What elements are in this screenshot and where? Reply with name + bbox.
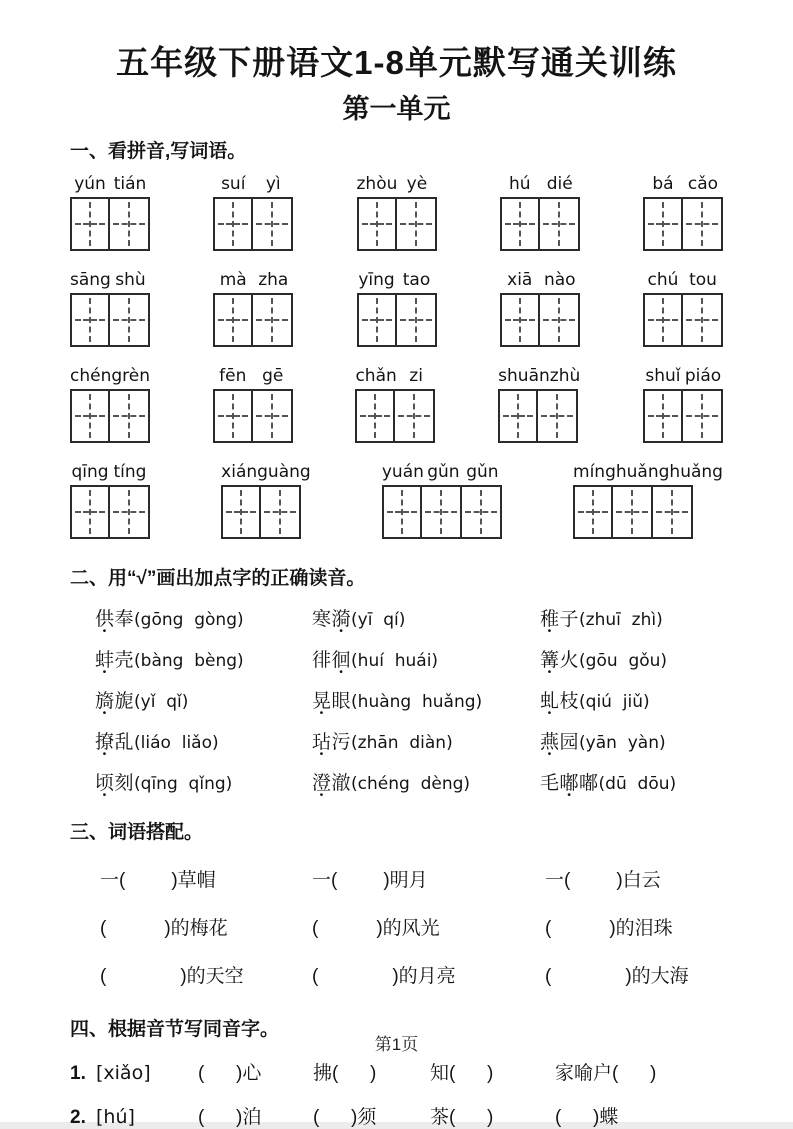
pinyin-syllable: tián bbox=[113, 173, 147, 194]
writing-cell bbox=[573, 485, 613, 539]
pinyin-syllable: nào bbox=[543, 269, 576, 290]
matching-item: ( )的梅花 bbox=[100, 917, 228, 939]
pinyin-syllable: zhù bbox=[549, 365, 581, 386]
pinyin-syllable: zi bbox=[409, 365, 423, 386]
pinyin-syllable: gǔn bbox=[466, 461, 499, 482]
writing-cell bbox=[110, 197, 150, 251]
homophone-blank: ( )须 bbox=[313, 1106, 377, 1128]
pinyin-syllable: shuān bbox=[498, 365, 550, 386]
pinyin-options: (qīng qǐng) bbox=[134, 773, 233, 794]
writing-cell bbox=[110, 389, 150, 443]
pinyin-syllable: yuán bbox=[381, 461, 424, 482]
dotted-char: 旖 bbox=[95, 690, 115, 712]
writing-cell bbox=[357, 197, 397, 251]
pinyin-options: (huàng huǎng) bbox=[351, 691, 483, 712]
pinyin-options: (yī qí) bbox=[351, 609, 406, 630]
word-text: 稚子 bbox=[540, 608, 580, 630]
dotted-char: 徊 bbox=[331, 649, 352, 671]
pinyin-options: (huí huái) bbox=[351, 650, 439, 671]
pinyin-options: (chéng dèng) bbox=[351, 773, 471, 794]
word-text: 顷刻 bbox=[95, 772, 135, 794]
matching-item: 一( )明月 bbox=[312, 869, 428, 891]
pinyin-syllable: yīng bbox=[358, 269, 395, 290]
writing-cell bbox=[253, 197, 293, 251]
word-text: 旖旎 bbox=[95, 690, 135, 712]
pinyin-options: (yǐ qǐ) bbox=[134, 691, 189, 712]
pinyin-syllable: suí bbox=[221, 173, 246, 194]
word-matching-exercise bbox=[100, 844, 723, 988]
word-text: 澄澈 bbox=[312, 772, 352, 794]
word-text: 篝火 bbox=[540, 649, 580, 671]
pinyin-options: (zhān diàn) bbox=[351, 732, 453, 753]
dotted-char: 漪 bbox=[331, 608, 352, 630]
pinyin-syllable: piáo bbox=[684, 365, 722, 386]
homophone-blank: 茶( ) bbox=[430, 1106, 494, 1128]
homophone-row bbox=[70, 1102, 723, 1129]
pinyin-word-group bbox=[70, 462, 150, 539]
pinyin-syllable: gē bbox=[262, 365, 284, 386]
pronunciation-item bbox=[95, 686, 312, 713]
pinyin-syllable: yè bbox=[406, 173, 428, 194]
pinyin-syllable: shù bbox=[115, 269, 146, 290]
pinyin-syllable: chǎn bbox=[355, 365, 397, 386]
pinyin-word-group bbox=[70, 174, 150, 251]
pinyin-options: (qiú jiǔ) bbox=[579, 691, 650, 712]
matching-item: 一( )草帽 bbox=[100, 869, 216, 891]
pinyin-word-group bbox=[70, 270, 150, 347]
writing-cell bbox=[462, 485, 502, 539]
writing-cell bbox=[261, 485, 301, 539]
word-text: 徘徊 bbox=[312, 649, 352, 671]
pronunciation-item bbox=[312, 727, 540, 754]
pinyin-syllable: qīng bbox=[71, 461, 109, 482]
matching-item: ( )的天空 bbox=[100, 965, 244, 987]
pinyin-syllable: yì bbox=[265, 173, 281, 194]
writing-cell bbox=[382, 485, 422, 539]
dotted-char: 虬 bbox=[540, 690, 560, 712]
writing-cell bbox=[613, 485, 653, 539]
pinyin-options: (yān yàn) bbox=[579, 732, 666, 753]
pinyin-options: (liáo liǎo) bbox=[134, 732, 219, 753]
pinyin-grid-row-1 bbox=[70, 174, 723, 251]
word-text: 蚌壳 bbox=[95, 649, 135, 671]
pronunciation-item bbox=[95, 604, 312, 631]
homophone-blank: 家喻户( ) bbox=[555, 1062, 657, 1084]
word-text: 燕园 bbox=[540, 731, 580, 753]
syllable-label: [xiǎo] bbox=[96, 1061, 151, 1084]
dotted-char: 澄 bbox=[312, 772, 332, 794]
writing-cell bbox=[110, 485, 150, 539]
pronunciation-item bbox=[540, 645, 723, 672]
pinyin-syllable: yún bbox=[74, 173, 106, 194]
pinyin-options: (dū dōu) bbox=[598, 773, 677, 794]
writing-cell bbox=[643, 197, 683, 251]
writing-cell bbox=[213, 197, 253, 251]
word-text: 供奉 bbox=[95, 608, 135, 630]
writing-cell bbox=[357, 293, 397, 347]
pinyin-syllable: tíng bbox=[113, 461, 147, 482]
pinyin-syllable: xiā bbox=[507, 269, 533, 290]
page-title: 五年级下册语文1-8单元默写通关训练 bbox=[116, 44, 677, 81]
unit-subtitle: 第一单元 bbox=[342, 93, 451, 124]
pinyin-word-group bbox=[500, 270, 580, 347]
section4-heading: 四、根据音节写同音字。 bbox=[70, 1018, 280, 1040]
pronunciation-item bbox=[540, 686, 723, 713]
dotted-char: 嘟 bbox=[559, 772, 580, 794]
homophone-blank: 拂( ) bbox=[313, 1062, 377, 1084]
pronunciation-item bbox=[312, 645, 540, 672]
pinyin-word-group bbox=[213, 174, 293, 251]
dotted-char: 燕 bbox=[540, 731, 560, 753]
pinyin-word-group bbox=[357, 174, 437, 251]
homophone-blank: ( )泊 bbox=[198, 1106, 262, 1128]
writing-cell bbox=[643, 293, 683, 347]
homophone-blank: 知( ) bbox=[430, 1062, 494, 1084]
writing-cell bbox=[253, 293, 293, 347]
writing-cell bbox=[643, 389, 683, 443]
writing-cell bbox=[355, 389, 395, 443]
dotted-char: 篝 bbox=[540, 649, 560, 671]
pinyin-options: (bàng bèng) bbox=[134, 650, 244, 671]
dotted-char: 晃 bbox=[312, 690, 332, 712]
word-text: 虬枝 bbox=[540, 690, 580, 712]
pinyin-word-group bbox=[643, 270, 723, 347]
pinyin-syllable: sāng bbox=[70, 269, 111, 290]
pronunciation-item bbox=[95, 727, 312, 754]
pinyin-syllable: rèn bbox=[122, 365, 151, 386]
matching-item: ( )的月亮 bbox=[312, 965, 456, 987]
pinyin-options: (gōng gòng) bbox=[134, 609, 244, 630]
writing-cell bbox=[653, 485, 693, 539]
pinyin-syllable: mà bbox=[219, 269, 247, 290]
pinyin-word-group bbox=[221, 462, 311, 539]
item-number: 2. bbox=[70, 1106, 86, 1128]
pinyin-syllable: huǎng bbox=[669, 461, 723, 482]
pronunciation-item bbox=[312, 686, 540, 713]
pinyin-syllable: guàng bbox=[257, 461, 311, 482]
pinyin-syllable: xián bbox=[221, 461, 258, 482]
pronunciation-item bbox=[540, 604, 723, 631]
pinyin-syllable: gǔn bbox=[427, 461, 460, 482]
dotted-char: 供 bbox=[95, 608, 115, 630]
pinyin-syllable: cǎo bbox=[687, 173, 719, 194]
pinyin-word-group bbox=[382, 462, 502, 539]
section1-heading: 一、看拼音,写词语。 bbox=[70, 140, 247, 162]
dotted-char: 稚 bbox=[540, 608, 560, 630]
pinyin-syllable: shuǐ bbox=[645, 365, 681, 386]
pinyin-syllable: zha bbox=[258, 269, 289, 290]
pinyin-grid-row-4 bbox=[70, 462, 723, 539]
writing-cell bbox=[422, 485, 462, 539]
dotted-char: 蚌 bbox=[95, 649, 115, 671]
section3-heading: 三、词语搭配。 bbox=[70, 821, 204, 843]
dotted-char: 顷 bbox=[95, 772, 115, 794]
word-text: 撩乱 bbox=[95, 731, 135, 753]
writing-cell bbox=[70, 197, 110, 251]
matching-item: ( )的泪珠 bbox=[545, 917, 673, 939]
pinyin-syllable: huǎng bbox=[615, 461, 670, 482]
writing-cell bbox=[500, 293, 540, 347]
pinyin-syllable: hú bbox=[508, 173, 531, 194]
pronunciation-item bbox=[95, 768, 312, 795]
homophone-blank: ( )蝶 bbox=[555, 1106, 619, 1128]
pinyin-word-group bbox=[573, 462, 723, 539]
pinyin-word-group bbox=[357, 270, 437, 347]
writing-cell bbox=[395, 389, 435, 443]
pronunciation-exercise bbox=[95, 590, 723, 795]
pronunciation-item bbox=[312, 604, 540, 631]
writing-cell bbox=[253, 389, 293, 443]
pinyin-word-group bbox=[643, 366, 723, 443]
writing-cell bbox=[498, 389, 538, 443]
pinyin-grid-row-3 bbox=[70, 366, 723, 443]
word-text: 毛嘟嘟 bbox=[540, 772, 599, 794]
writing-cell bbox=[500, 197, 540, 251]
pinyin-word-group bbox=[500, 174, 580, 251]
pinyin-syllable: chéng bbox=[70, 365, 123, 386]
pinyin-syllable: tao bbox=[402, 269, 431, 290]
pinyin-syllable: bá bbox=[652, 173, 674, 194]
syllable-label: [hú] bbox=[96, 1105, 135, 1128]
writing-cell bbox=[70, 485, 110, 539]
writing-cell bbox=[397, 197, 437, 251]
writing-cell bbox=[110, 293, 150, 347]
pronunciation-item bbox=[95, 645, 312, 672]
writing-cell bbox=[70, 293, 110, 347]
pinyin-grid-row-2 bbox=[70, 270, 723, 347]
pinyin-word-group bbox=[213, 270, 293, 347]
writing-cell bbox=[540, 197, 580, 251]
section2-heading: 二、用“√”画出加点字的正确读音。 bbox=[70, 567, 366, 589]
writing-cell bbox=[213, 389, 253, 443]
matching-item: 一( )白云 bbox=[545, 869, 661, 891]
word-text: 寒漪 bbox=[312, 608, 352, 630]
pinyin-options: (gōu gǒu) bbox=[579, 650, 668, 671]
pronunciation-item bbox=[540, 768, 723, 795]
pinyin-options: (zhuī zhì) bbox=[579, 609, 663, 630]
writing-cell bbox=[683, 389, 723, 443]
word-text: 晃眼 bbox=[312, 690, 352, 712]
pinyin-syllable: zhòu bbox=[356, 173, 398, 194]
dotted-char: 玷 bbox=[312, 731, 332, 753]
pronunciation-item bbox=[312, 768, 540, 795]
homophone-row bbox=[70, 1058, 723, 1085]
pronunciation-item bbox=[540, 727, 723, 754]
pinyin-word-group bbox=[213, 366, 293, 443]
writing-cell bbox=[538, 389, 578, 443]
writing-cell bbox=[213, 293, 253, 347]
writing-cell bbox=[683, 293, 723, 347]
pinyin-syllable: chú bbox=[647, 269, 679, 290]
pinyin-word-group bbox=[70, 366, 150, 443]
pinyin-syllable: míng bbox=[573, 461, 616, 482]
pinyin-syllable: tou bbox=[689, 269, 717, 290]
writing-cell bbox=[397, 293, 437, 347]
homophone-blank: ( )心 bbox=[198, 1062, 262, 1084]
pinyin-word-group bbox=[643, 174, 723, 251]
writing-cell bbox=[540, 293, 580, 347]
pinyin-syllable: dié bbox=[546, 173, 573, 194]
pinyin-word-group bbox=[498, 366, 580, 443]
dotted-char: 撩 bbox=[95, 731, 115, 753]
word-text: 玷污 bbox=[312, 731, 352, 753]
writing-cell bbox=[221, 485, 261, 539]
item-number: 1. bbox=[70, 1062, 86, 1084]
writing-cell bbox=[683, 197, 723, 251]
page-number: 第1页 bbox=[374, 1035, 419, 1054]
matching-item: ( )的风光 bbox=[312, 917, 440, 939]
pinyin-word-group bbox=[355, 366, 435, 443]
writing-cell bbox=[70, 389, 110, 443]
pinyin-syllable: fēn bbox=[219, 365, 247, 386]
matching-item: ( )的大海 bbox=[545, 965, 689, 987]
